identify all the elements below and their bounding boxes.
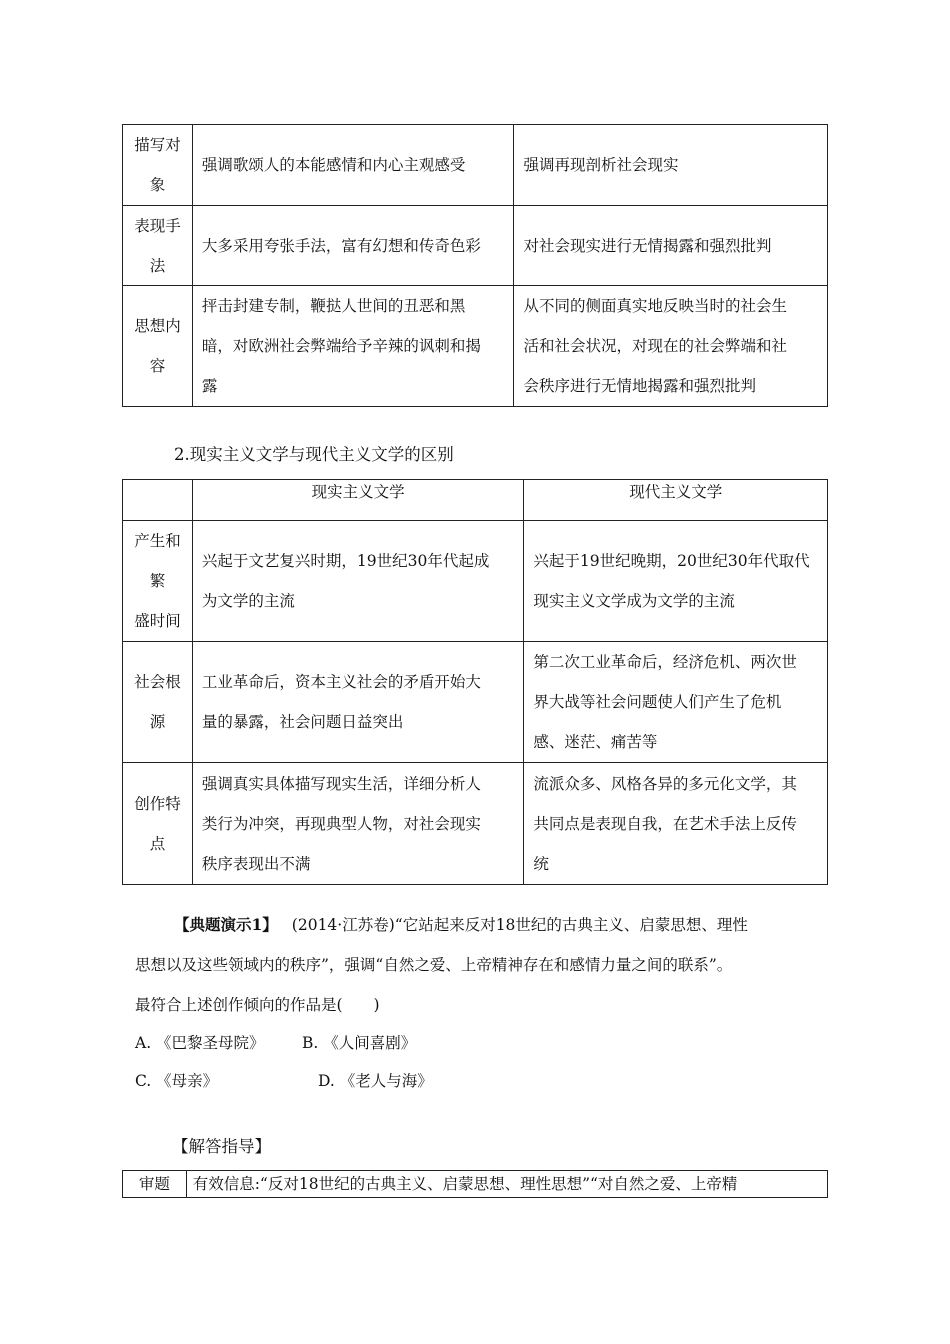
cell-line: 强调再现剖析社会现实 — [523, 156, 679, 174]
table-header-row — [123, 480, 828, 521]
cell-line: 工业革命后，资本主义社会的矛盾开始大 — [201, 673, 481, 691]
label-line: 繁 — [149, 572, 166, 590]
cell-line: 第二次工业革命后，经济危机、两次世 — [533, 653, 797, 671]
label-line: 法 — [149, 256, 166, 275]
cell-line: 流派众多、风格各异的多元化文学，其 — [533, 774, 797, 793]
option-b: B. 《人间喜剧》 — [302, 1034, 417, 1052]
table-cell — [514, 286, 828, 407]
cell-line: 共同点是表现自我，在艺术手法上反传 — [533, 814, 797, 833]
cell-line: 暗，对欧洲社会弊端给予辛辣的讽刺和揭 — [201, 337, 481, 355]
cell-line: 露 — [201, 377, 218, 395]
comparison-table-1 — [122, 124, 828, 407]
guide-title: 【解答指导】 — [172, 1137, 271, 1156]
row-label — [123, 521, 193, 642]
table-cell — [524, 763, 828, 885]
row-label — [123, 286, 193, 407]
cell-line: 活和社会状况，对现在的社会弊端和社 — [523, 337, 787, 355]
header-cell — [123, 480, 193, 521]
cell-line: 为文学的主流 — [201, 592, 295, 610]
cell-line: 感、迷茫、痛苦等 — [533, 733, 658, 751]
header-cell: 现实主义文学 — [192, 480, 524, 521]
cell-line: 从不同的侧面真实地反映当时的社会生 — [523, 297, 787, 315]
cell-line: 兴起于文艺复兴时期，19世纪30年代起成 — [201, 552, 490, 570]
row-label — [123, 642, 193, 763]
cell-line: 类行为冲突，再现典型人物，对社会现实 — [201, 814, 481, 833]
label-line: 象 — [149, 176, 166, 194]
example-tag: 【典题演示1】 — [174, 915, 278, 934]
label-line: 社会根 — [134, 673, 181, 691]
label-line: 源 — [149, 713, 166, 731]
row-label: 审题 — [123, 1171, 187, 1198]
cell-line: 强调歌颂人的本能感情和内心主观感受 — [201, 156, 466, 174]
label-line: 盛时间 — [134, 612, 181, 630]
label-line: 容 — [149, 357, 166, 375]
table-row — [123, 1171, 828, 1198]
table-row — [123, 206, 828, 286]
label-line: 思想内 — [134, 317, 181, 335]
table-cell — [524, 521, 828, 642]
table-row — [123, 763, 828, 885]
cell-line: 秩序表现出不满 — [201, 854, 311, 873]
example-question-line — [174, 913, 748, 935]
option-d: D. 《老人与海》 — [318, 1072, 433, 1090]
example-text: (2014·江苏卷)“它站起来反对18世纪的古典主义、启蒙思想、理性 — [291, 916, 748, 934]
cell-line: 统 — [533, 854, 549, 873]
guide-table — [122, 1170, 828, 1198]
comparison-table-2 — [122, 479, 828, 885]
table-cell — [514, 125, 828, 206]
cell-line: 强调真实具体描写现实生活，详细分析人 — [201, 774, 481, 793]
option-c: C. 《母亲》 — [135, 1072, 219, 1090]
table-cell: 有效信息:“反对18世纪的古典主义、启蒙思想、理性思想”“对自然之爱、上帝精 — [186, 1171, 827, 1198]
table-cell — [524, 642, 828, 763]
table-row — [123, 521, 828, 642]
cell-line: 会秩序进行无情地揭露和强烈批判 — [523, 377, 756, 395]
table-cell — [192, 206, 514, 286]
table-cell — [192, 125, 514, 206]
cell-line: 抨击封建专制，鞭挞人世间的丑恶和黑 — [201, 297, 466, 315]
cell-line: 界大战等社会问题使人们产生了危机 — [533, 693, 782, 711]
row-label — [123, 125, 193, 206]
label-line: 点 — [149, 834, 166, 853]
label-line: 创作特 — [134, 794, 181, 813]
row-label — [123, 763, 193, 885]
cell-line: 兴起于19世纪晚期，20世纪30年代取代 — [533, 552, 810, 570]
header-cell: 现代主义文学 — [524, 480, 828, 521]
cell-line: 大多采用夸张手法，富有幻想和传奇色彩 — [201, 236, 481, 255]
cell-line: 对社会现实进行无情揭露和强烈批判 — [523, 236, 772, 255]
table-cell — [192, 521, 524, 642]
row-label — [123, 206, 193, 286]
option-a: A. 《巴黎圣母院》 — [135, 1034, 265, 1052]
example-question-line: 最符合上述创作倾向的作品是( ) — [135, 996, 380, 1014]
cell-line: 量的暴露，社会问题日益突出 — [201, 713, 404, 731]
label-line: 产生和 — [134, 532, 181, 550]
label-line: 描写对 — [134, 136, 181, 154]
table-row — [123, 125, 828, 206]
example-question-line: 思想以及这些领域内的秩序”，强调“自然之爱、上帝精神存在和感情力量之间的联系”。 — [135, 956, 733, 974]
table-row — [123, 642, 828, 763]
cell-line: 现实主义文学成为文学的主流 — [533, 592, 735, 610]
section-title: 2.现实主义文学与现代主义文学的区别 — [174, 445, 454, 464]
table-cell — [514, 206, 828, 286]
label-line: 表现手 — [134, 216, 181, 235]
table-cell — [192, 642, 524, 763]
table-cell — [192, 763, 524, 885]
table-cell — [192, 286, 514, 407]
table-row — [123, 286, 828, 407]
